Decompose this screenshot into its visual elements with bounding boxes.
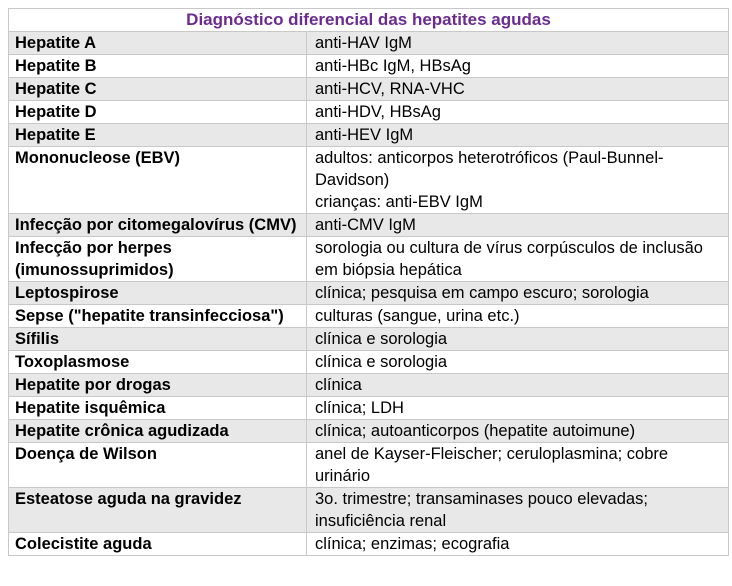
diagnostic-test-cell bbox=[307, 351, 729, 374]
diagnostic-test-line: anti-HAV IgM bbox=[315, 34, 412, 52]
disease-cell: Leptospirose bbox=[9, 282, 307, 305]
table-row bbox=[9, 351, 729, 374]
table-row bbox=[9, 533, 729, 556]
table-row bbox=[9, 55, 729, 78]
diagnostic-test-line: clínica; LDH bbox=[315, 399, 404, 417]
table-row bbox=[9, 237, 729, 282]
table-row bbox=[9, 328, 729, 351]
table-row bbox=[9, 488, 729, 533]
table-row bbox=[9, 101, 729, 124]
table-row bbox=[9, 78, 729, 101]
diagnostic-test-line: culturas (sangue, urina etc.) bbox=[315, 307, 520, 325]
disease-cell: Hepatite por drogas bbox=[9, 374, 307, 397]
disease-cell: Sífilis bbox=[9, 328, 307, 351]
diagnostic-test-cell bbox=[307, 488, 729, 533]
disease-cell: Toxoplasmose bbox=[9, 351, 307, 374]
table-row bbox=[9, 397, 729, 420]
disease-cell: Hepatite C bbox=[9, 78, 307, 101]
table-row bbox=[9, 147, 729, 214]
diagnostic-test-cell bbox=[307, 282, 729, 305]
table-row bbox=[9, 374, 729, 397]
diagnostic-test-line: clínica; autoanticorpos (hepatite autoimune) bbox=[315, 422, 636, 440]
diagnostic-test-cell bbox=[307, 147, 729, 214]
diagnostic-test-cell bbox=[307, 443, 729, 488]
diagnostic-test-cell bbox=[307, 214, 729, 237]
table-body bbox=[9, 32, 729, 556]
diagnostic-test-line: clínica e sorologia bbox=[315, 353, 448, 371]
diagnostic-test-cell bbox=[307, 78, 729, 101]
diagnostic-test-cell bbox=[307, 420, 729, 443]
disease-cell: Sepse ("hepatite transinfecciosa") bbox=[9, 305, 307, 328]
disease-cell: Hepatite crônica agudizada bbox=[9, 420, 307, 443]
diagnostic-test-cell bbox=[307, 374, 729, 397]
diagnostic-test-line: anti-HBc IgM, HBsAg bbox=[315, 57, 471, 75]
diagnostic-test-line: 3o. trimestre; transaminases pouco elevadas; insuficiência renal bbox=[315, 490, 648, 530]
disease-cell: Mononucleose (EBV) bbox=[9, 147, 307, 214]
disease-cell: Infecção por herpes (imunossuprimidos) bbox=[9, 237, 307, 282]
diagnostic-test-cell bbox=[307, 533, 729, 556]
diagnostic-test-line: anti-HDV, HBsAg bbox=[315, 103, 441, 121]
disease-cell: Colecistite aguda bbox=[9, 533, 307, 556]
disease-cell: Esteatose aguda na gravidez bbox=[9, 488, 307, 533]
table-row bbox=[9, 214, 729, 237]
disease-cell: Infecção por citomegalovírus (CMV) bbox=[9, 214, 307, 237]
table-row bbox=[9, 124, 729, 147]
diagnostic-test-cell bbox=[307, 305, 729, 328]
diagnostic-test-line: clínica; enzimas; ecografia bbox=[315, 535, 510, 553]
diagnostic-test-cell bbox=[307, 237, 729, 282]
diagnostic-test-line: crianças: anti-EBV IgM bbox=[315, 193, 483, 211]
table-title-row bbox=[9, 9, 729, 32]
diagnostic-test-line: clínica e sorologia bbox=[315, 330, 448, 348]
diagnostic-test-cell bbox=[307, 55, 729, 78]
diagnostic-test-line: sorologia ou cultura de vírus corpúsculos de inclusão em biópsia hepática bbox=[315, 239, 703, 279]
disease-cell: Hepatite isquêmica bbox=[9, 397, 307, 420]
diagnostic-test-line: adultos: anticorpos heterotróficos (Paul-Bunnel-Davidson) bbox=[315, 149, 664, 189]
diagnostic-test-line: anel de Kayser-Fleischer; ceruloplasmina; cobre urinário bbox=[315, 445, 669, 485]
diagnostic-test-line: clínica; pesquisa em campo escuro; sorologia bbox=[315, 284, 649, 302]
table-row bbox=[9, 305, 729, 328]
diagnostic-test-cell bbox=[307, 32, 729, 55]
table-title: Diagnóstico diferencial das hepatites agudas bbox=[9, 9, 729, 32]
differential-diagnosis-table bbox=[8, 8, 729, 556]
diagnostic-test-line: anti-HEV IgM bbox=[315, 126, 414, 144]
table-row bbox=[9, 443, 729, 488]
disease-cell: Doença de Wilson bbox=[9, 443, 307, 488]
disease-cell: Hepatite B bbox=[9, 55, 307, 78]
disease-cell: Hepatite A bbox=[9, 32, 307, 55]
disease-cell: Hepatite E bbox=[9, 124, 307, 147]
diagnostic-test-line: anti-CMV IgM bbox=[315, 216, 416, 234]
disease-cell: Hepatite D bbox=[9, 101, 307, 124]
diagnostic-test-cell bbox=[307, 328, 729, 351]
diagnostic-test-cell bbox=[307, 101, 729, 124]
table-row bbox=[9, 420, 729, 443]
diagnostic-test-line: clínica bbox=[315, 376, 362, 394]
table-row bbox=[9, 32, 729, 55]
diagnostic-test-cell bbox=[307, 124, 729, 147]
diagnostic-test-cell bbox=[307, 397, 729, 420]
table-row bbox=[9, 282, 729, 305]
diagnostic-test-line: anti-HCV, RNA-VHC bbox=[315, 80, 465, 98]
